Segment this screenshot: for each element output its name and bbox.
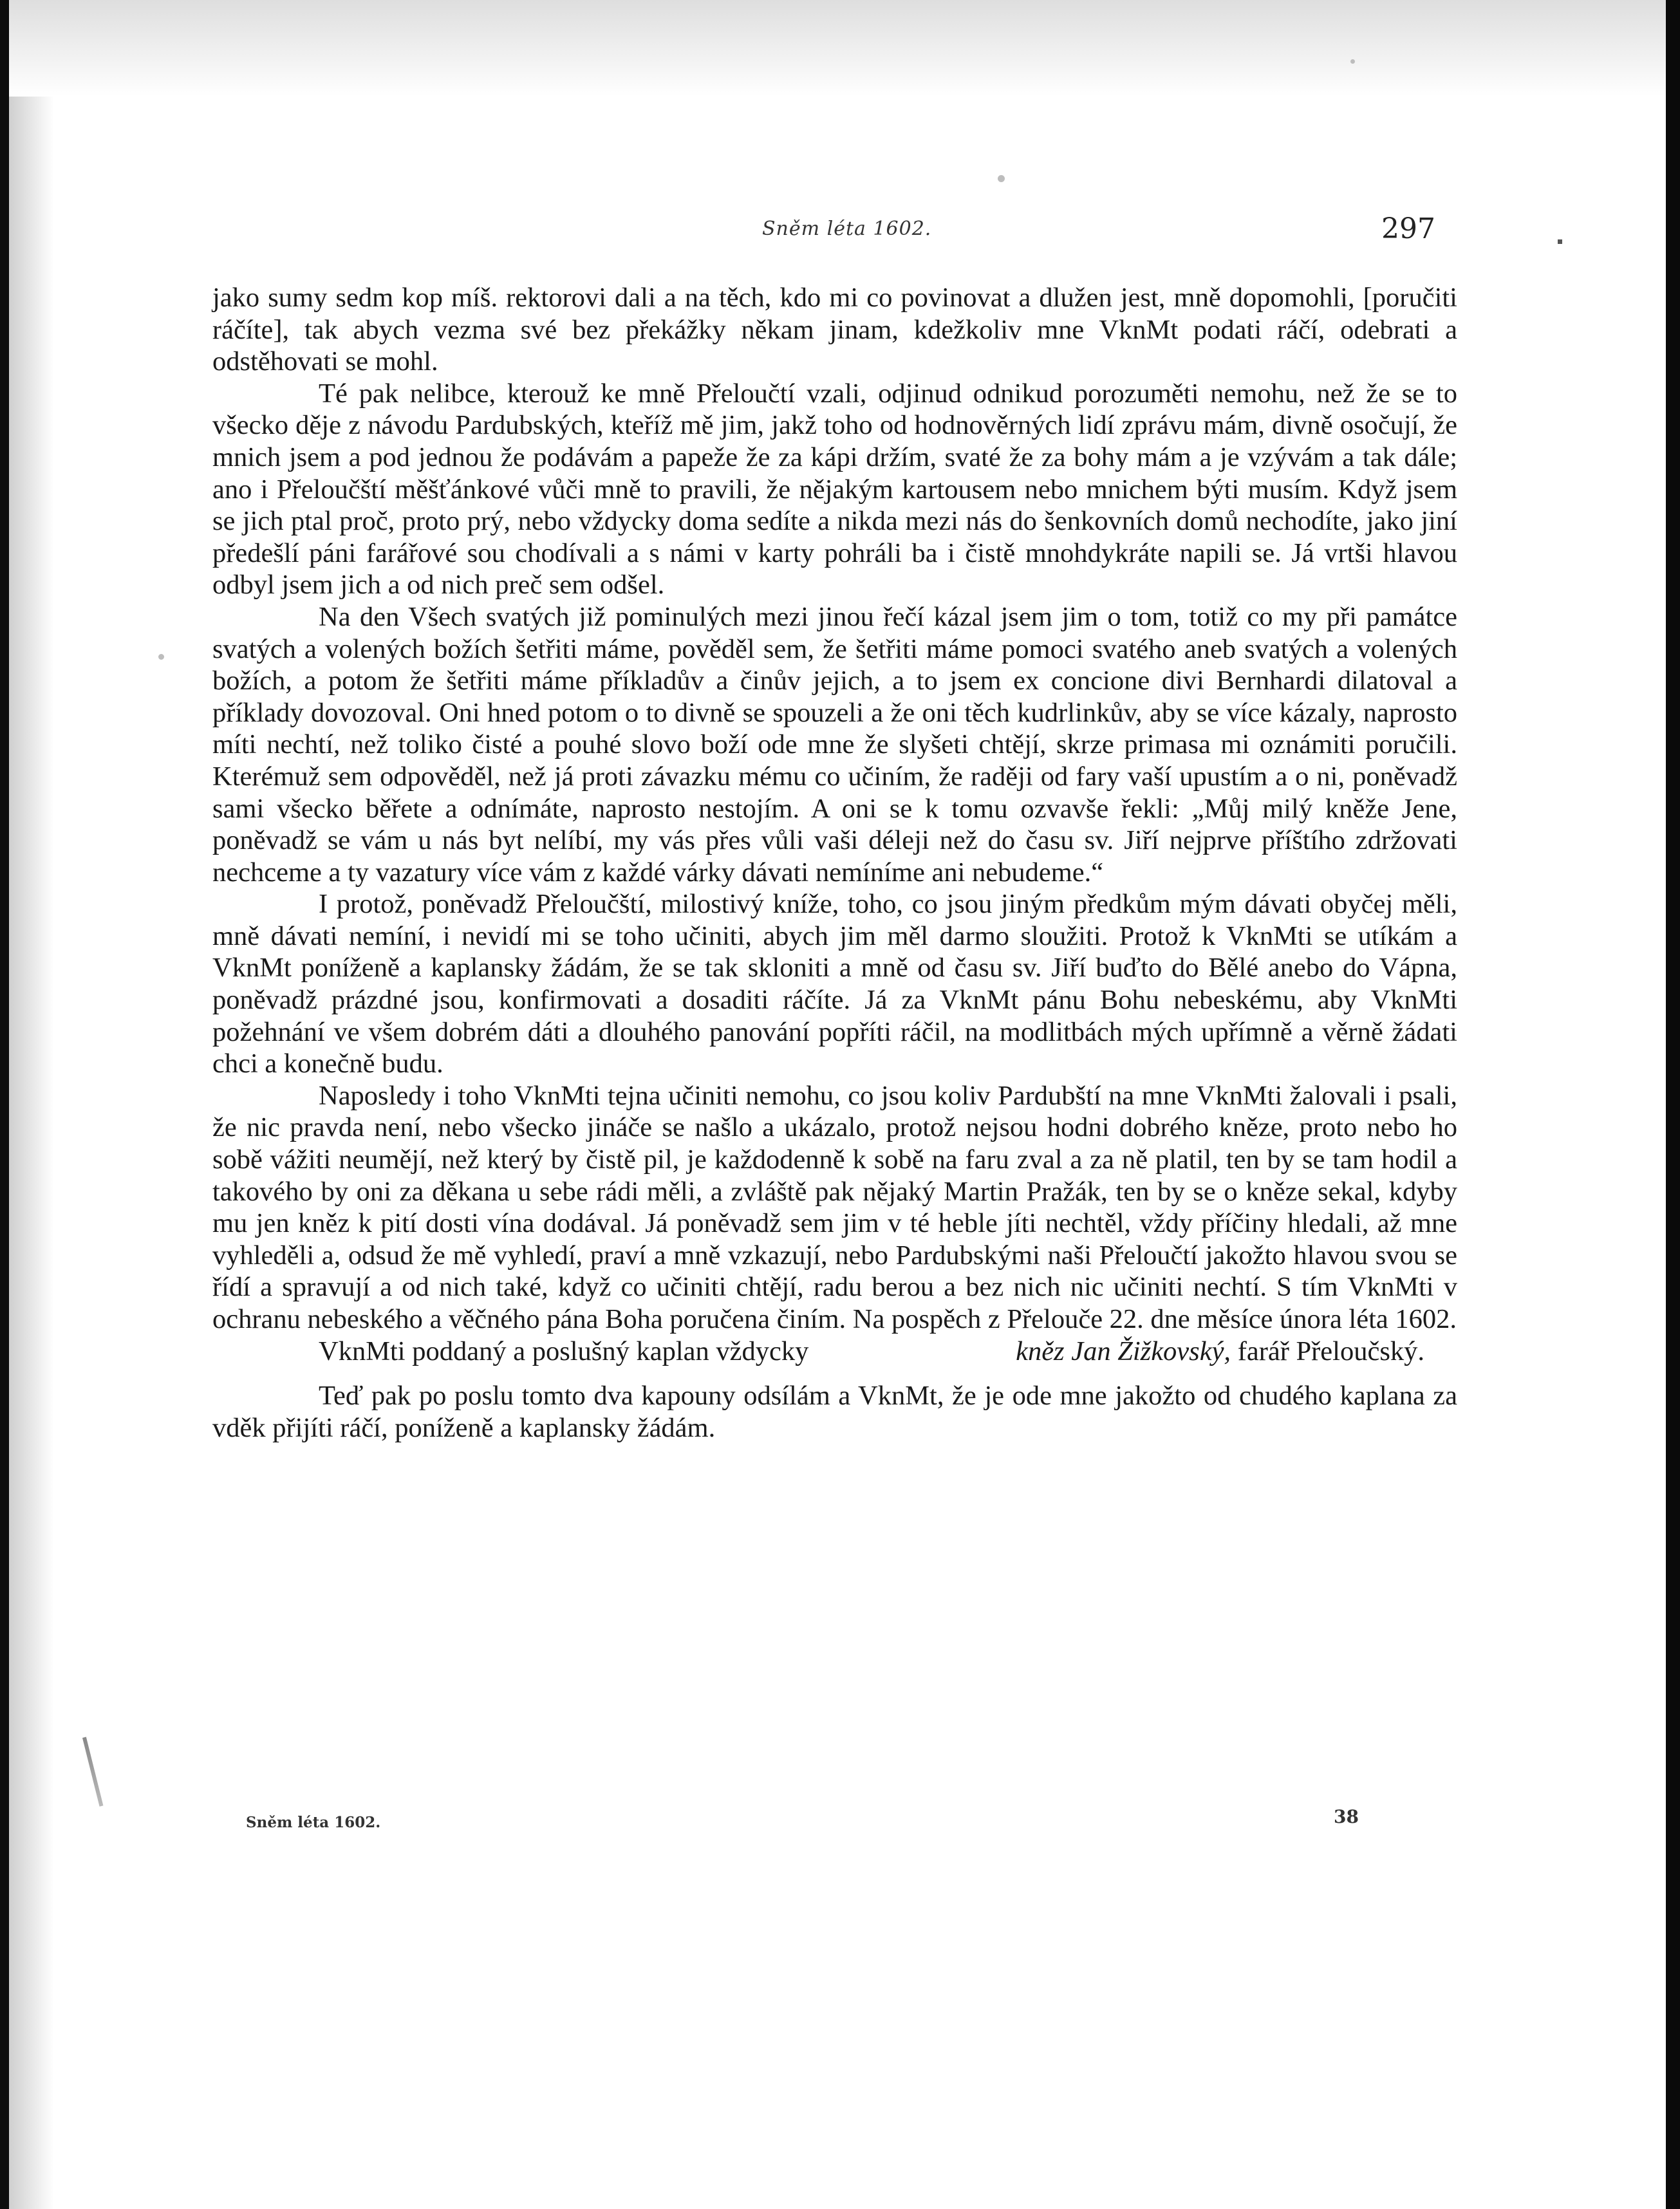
scan-top-shadow [9,0,1680,97]
margin-tick-mark [1558,239,1562,244]
paragraph: Naposledy i toho VknMti tejna učiniti nemohu, co jsou koliv Pardubští na mne VknMti žalovali i psali, že nic pravda není, nebo všecko jináče se našlo a ukázalo, protož nejsou hodni dobrého kněze, proto nebo ho sobě vážiti neumějí, než který by čistě pil, je každodenně k sobě na faru zval a za ně platil, ten by se tam hodil a takového by oni za děkana u sebe rádi měli, a zvláště pak nějaký Martin Pražák, ten by se o kněze sekal, kdyby mu jen kněz k pití dosti vína dodával. Já poněvadž sem jim v té heble jíti nechtěl, vždy příčiny hledali, až mne vyhleděli a, odsud že mě vyhledí, praví a mně vzkazují, nebo Pardubskými naši Přeloučtí jakožto hlavou svou se řídí a spravují a od nich také, když co učiniti chtějí, radu berou a bez nich nic učiniti nechtí. S tím VknMti v ochranu nebeského a věčného pána Boha poručena činím. Na pospěch z Přelouče 22. dne měsíce února léta 1602. [212,1080,1457,1334]
scan-right-edge [1666,0,1680,2209]
closing-line [212,1336,1457,1368]
scan-left-edge [0,0,9,2209]
signature-block [910,1336,1424,1368]
page-number: 297 [1381,212,1435,245]
paragraph: Na den Všech svatých již pominulých mezi jinou řečí kázal jsem jim o tom, totiž co my při památce svatých a volených božích šetřiti máme, pověděl sem, že šetřiti máme pomoci svatého aneb svatých a volených božích, a potom že šetřiti máme příkladův a činův jejich, a to jsem ex concione divi Bernhardi dilatoval a příklady dovozoval. Oni hned potom o to divně se spouzeli a že oni těch kudrlinkův, aby se více kázaly, naprosto míti nechtí, než toliko čisté a pouhé slovo boží ode mne že slyšeti chtějí, skrze primasa mi oznámiti poručili. Kterémuž sem odpověděl, než já proti závazku mému co učiním, že raději od fary vaší upustím a o ni, poněvadž sami všecko běřete a odnímáte, naprosto nestojím. A oni se k tomu ozvavše řekli: „Můj milý kněže Jene, poněvadž se vám u nás byt nelíbí, my vás přes vůli vaši déleji než do času sv. Jiří nejprve příštího zdržovati nechceme a ty vazatury více vám z každé várky dávati nemíníme ani nebudeme.“ [212,601,1457,888]
signature-title: farář Přeloučský. [1231,1336,1424,1366]
closing-formula: VknMti poddaný a poslušný kaplan vždycky [319,1336,809,1366]
scan-speck [998,175,1005,182]
signature-line [212,1336,1424,1368]
scan-speck [158,654,164,660]
scan-left-shadow [9,0,54,2209]
postscript: Teď pak po poslu tomto dva kapouny odsílám a VknMt, že je ode mne jakožto od chudého kaplana za vděk přijíti ráčí, poníženě a kaplansky žádám. [212,1381,1457,1443]
margin-pencil-stroke [82,1737,103,1807]
paragraph: Té pak nelibce, kterouž ke mně Přeloučtí vzali, odjinud odnikud porozuměti nemohu, než že se to všecko děje z návodu Pardubských, kteříž mě jim, jakž toho od hodnověrných lidí zprávu mám, divně osočují, že mnich jsem a pod jednou že podávám a papeže že za kápi držím, svaté že za bohy mám a je vzývám a tak dále; ano i Přeloučští měšťánkové vůči mně to pravili, že nějakým kartousem nebo mnichem býti musím. Když jsem se jich ptal proč, proto prý, nebo vždycky doma sedíte a nikda mezi nás do šenkovních domů nechodíte, jako jiní předešlí páni farářové sou chodívali a s námi v karty pohráli ba i čistě mnohdykráte napili se. Já vrtši hlavou odbyl jsem jich a od nich preč sem odšel. [212,378,1457,601]
footer-sheet-number: 38 [1334,1806,1359,1827]
footer-signature-mark: Sněm léta 1602. [246,1814,381,1831]
paragraph: jako sumy sedm kop míš. rektorovi dali a na těch, kdo mi co povinovat a dlužen jest, mně dopomohli, [poručiti ráčíte], tak abych vezma své bez překážky někam jinam, kdežkoliv mne VknMt podati ráčí, odebrati a odstěhovati se mohl. [212,283,1457,377]
scan-speck [1350,59,1355,64]
paragraph: I protož, poněvadž Přeloučští, milostivý kníže, toho, co jsou jiným předkům mým dávati obyčej měli, mně dávati nemíní, i nevidí mi se toho učiniti, abych jim měl darmo sloužiti. Protož k VknMti se utíkám a VknMt poníženě a kaplansky žádám, že se tak skloniti a mně od času sv. Jiří buďto do Bělé anebo do Vápna, poněvadž prázdné jsou, konfirmovati a dosaditi ráčíte. Já za VknMt pánu Bohu nebeskému, aby VknMti požehnání ve všem dobrém dáti a dlouhého panování popříti ráčil, na modlitbách mých upřímně a věrně žádati chci a konečně budu. [212,889,1457,1079]
running-header-title: Sněm léta 1602. [762,218,932,240]
signature-name: kněz Jan Žižkovský, [1016,1336,1231,1366]
body-text [212,282,1457,1444]
